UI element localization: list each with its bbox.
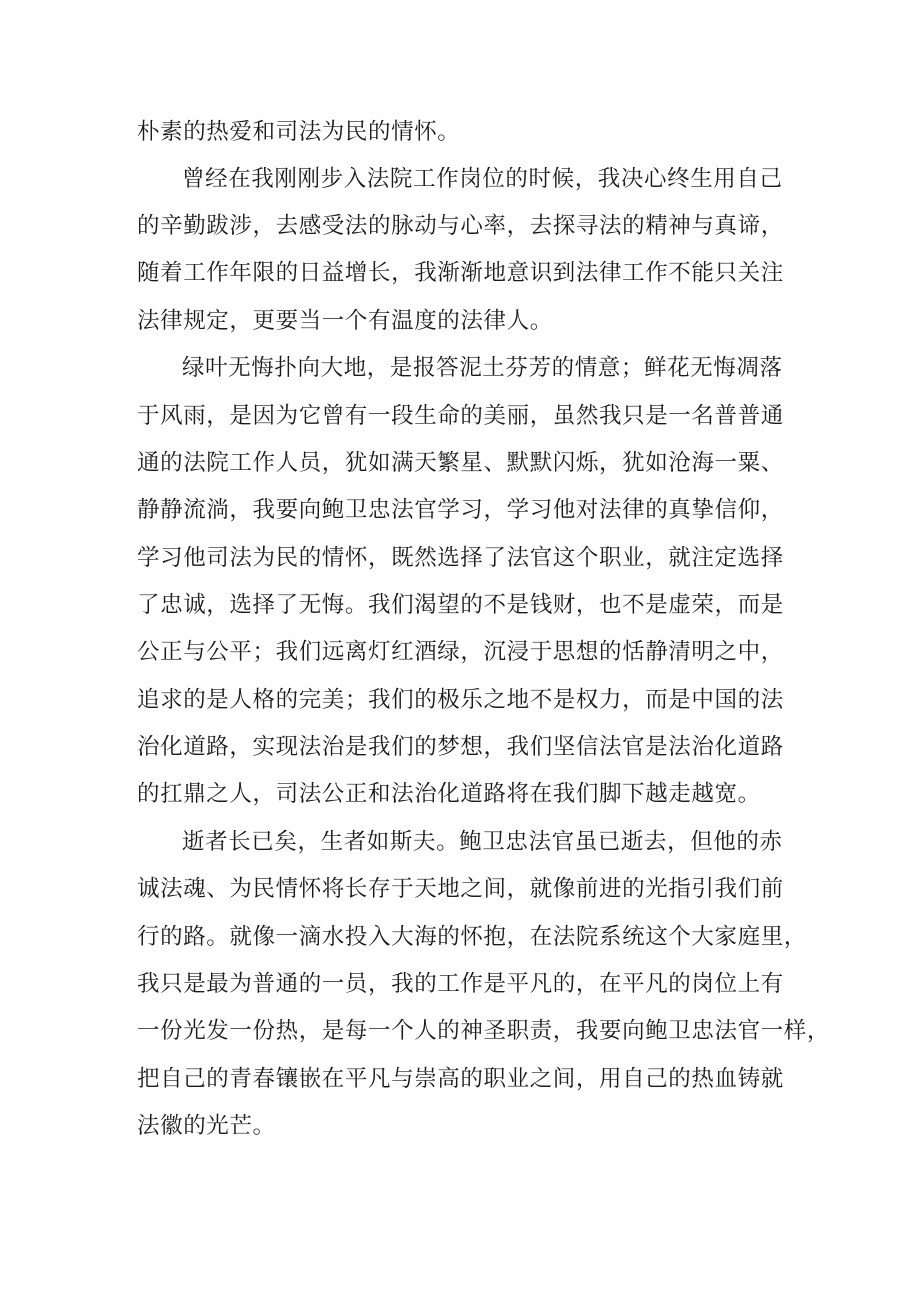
paragraph-first-line: 曾经在我刚刚步入法院工作岗位的时候，我决心终生用自己 (182, 166, 783, 192)
text-line: 公正与公平；我们远离灯红酒绿，沉浸于思想的恬静清明之中， (137, 639, 784, 665)
text-line: 法律规定，更要当一个有温度的法律人。 (137, 308, 553, 334)
text-line: 静静流淌，我要向鲍卫忠法官学习，学习他对法律的真挚信仰， (137, 497, 784, 523)
text-line: 朴素的热爱和司法为民的情怀。 (137, 119, 461, 145)
text-line: 随着工作年限的日益增长，我渐渐地意识到法律工作不能只关注 (137, 260, 784, 286)
text-line: 追求的是人格的完美；我们的极乐之地不是权力，而是中国的法 (137, 687, 784, 713)
text-line: 的辛勤跋涉，去感受法的脉动与心率，去探寻法的精神与真谛， (137, 213, 784, 239)
paragraph-first-line: 逝者长已矣，生者如斯夫。鲍卫忠法官虽已逝去，但他的赤 (182, 829, 783, 855)
text-line: 我只是最为普通的一员，我的工作是平凡的，在平凡的岗位上有 (137, 971, 784, 997)
text-line: 行的路。就像一滴水投入大海的怀抱，在法院系统这个大家庭里， (137, 924, 807, 950)
text-line: 学习他司法为民的情怀，既然选择了法官这个职业，就注定选择 (137, 545, 784, 571)
text-line: 的扛鼎之人，司法公正和法治化道路将在我们脚下越走越宽。 (137, 781, 761, 807)
text-line: 通的法院工作人员，犹如满天繁星、默默闪烁，犹如沧海一粟、 (137, 450, 784, 476)
text-line: 把自己的青春镶嵌在平凡与崇高的职业之间，用自己的热血铸就 (137, 1066, 784, 1092)
text-line: 了忠诚，选择了无悔。我们渴望的不是钱财，也不是虚荣，而是 (137, 592, 784, 618)
paragraph-first-line: 绿叶无悔扑向大地，是报答泥土芬芳的情意；鲜花无悔凋落 (182, 355, 783, 381)
text-line: 诚法魂、为民情怀将长存于天地之间，就像前进的光指引我们前 (137, 876, 784, 902)
text-line: 治化道路，实现法治是我们的梦想，我们坚信法官是法治化道路 (137, 734, 784, 760)
text-line: 法徽的光芒。 (137, 1113, 276, 1139)
text-line: 一份光发一份热，是每一个人的神圣职责，我要向鲍卫忠法官一样， (137, 1018, 831, 1044)
text-line: 于风雨，是因为它曾有一段生命的美丽，虽然我只是一名普普通 (137, 403, 784, 429)
